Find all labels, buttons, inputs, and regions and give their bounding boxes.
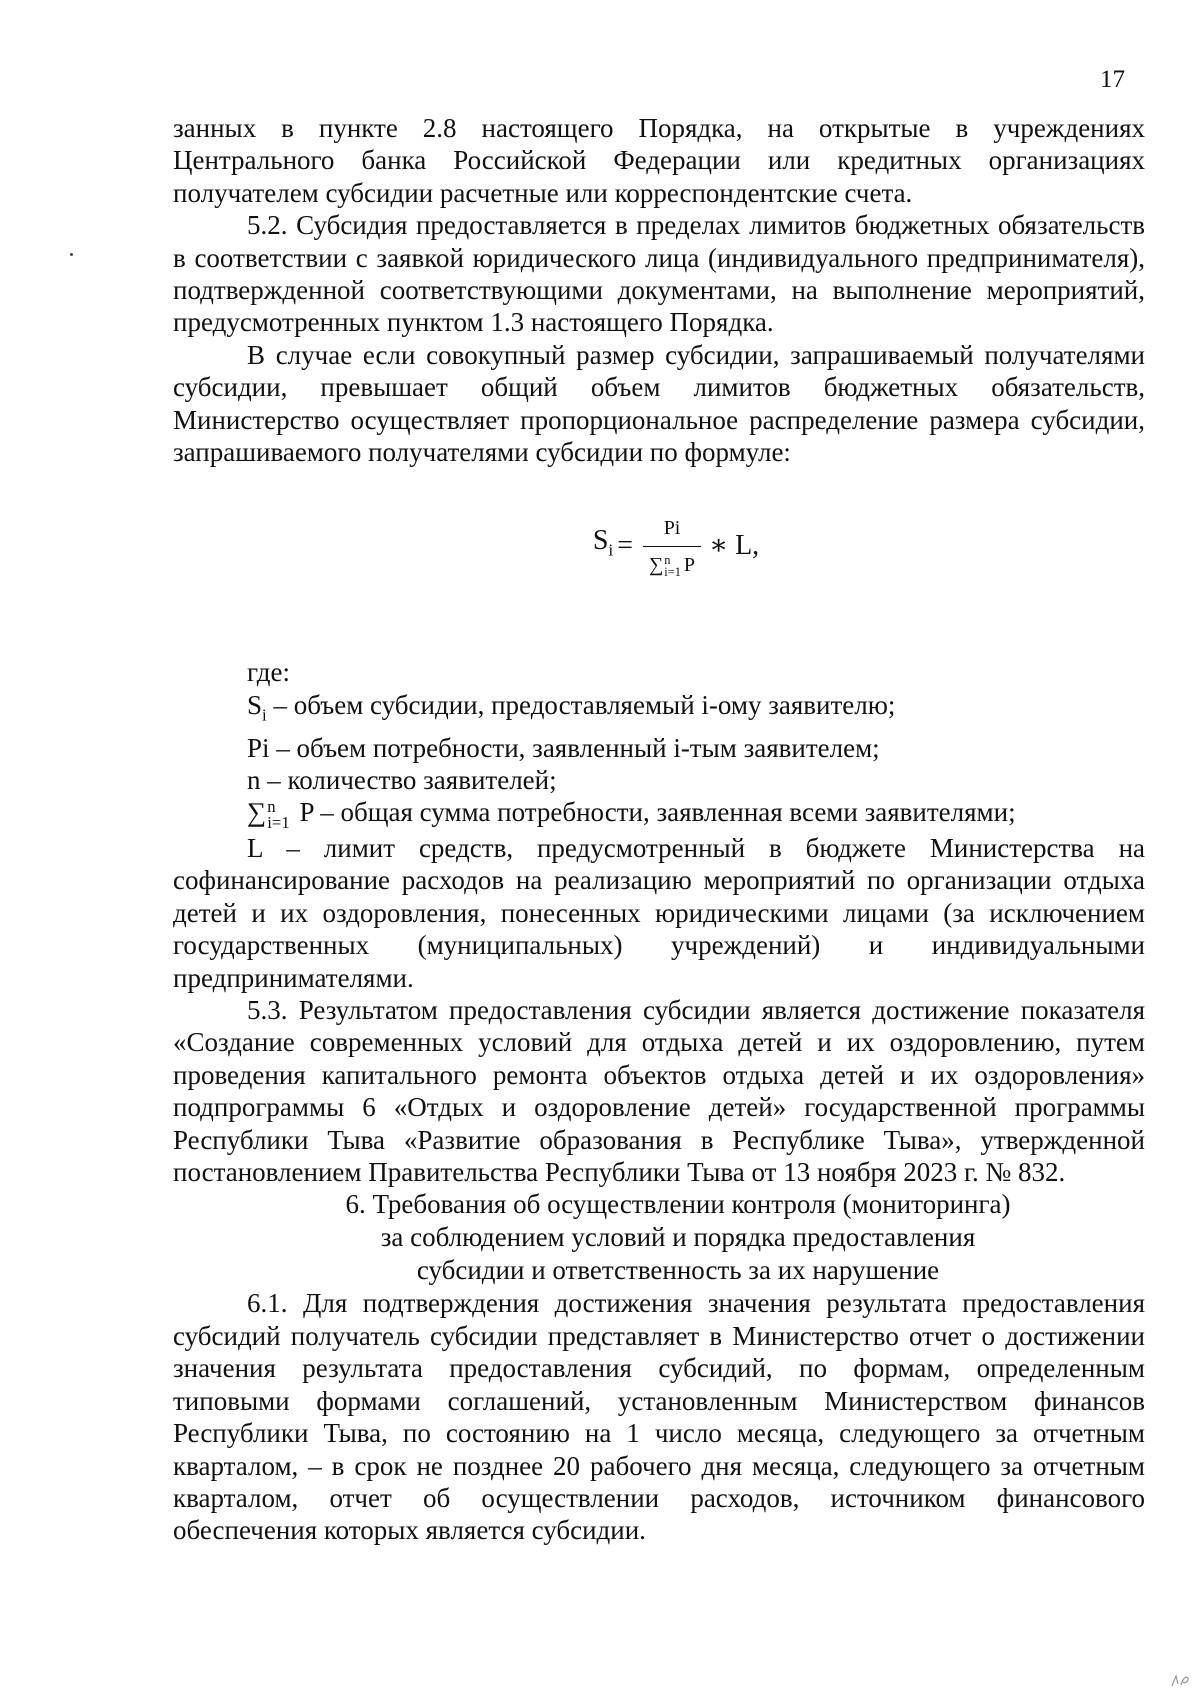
document-body [173, 112, 1145, 1547]
subsidy-formula [173, 498, 1145, 594]
section-6-heading-line2: за соблюдением условий и порядка предоставления [380, 1222, 976, 1253]
formula-numerator: Pi [663, 516, 681, 539]
section-6-heading-line3: субсидии и ответственность за их нарушение [416, 1255, 940, 1286]
formula-operator: ∗ L, [709, 530, 760, 562]
where-n: n – количество заявителей; [247, 765, 557, 796]
paragraph-6-1: 6.1. Для подтверждения достижения значения результата предоставления субсидий получатель субсидии представляет в Министерство отчет о достижении значения результата предоставления субсидий, по формам, определенным типовыми формами соглашений, установленным Министерством финансов Республики Тыва, по состоянию на 1 число месяца, следующего за отчетным кварталом, – в срок не позднее 20 рабочего дня месяца, следующего за отчетным кварталом, отчет об осуществлении расходов, источником финансового обеспечения которых является субсидии. [173, 1288, 1145, 1546]
where-si: $S_i$ – объем субсидии, предоставляемый i-ому заявителю; [247, 689, 896, 725]
section-6-heading-line1: 6. Требования об осуществлении контроля (мониторинга) [345, 1189, 1011, 1220]
where-label: где: [247, 657, 290, 688]
paragraph-continuation: занных в пункте 2.8 настоящего Порядка, на открытые в учреждениях Центрального банка Российской Федерации или кредитных организациях получателем субсидии расчетные или корреспондентские счета. [173, 113, 1145, 208]
where-sum: ∑ n i=1 P – общая сумма потребности, заявленная всеми заявителями; [247, 796, 1016, 833]
paragraph-5-3: 5.3. Результатом предоставления субсидии является достижение показателя «Создание современных условий для отдыха детей и их оздоровлению, путем проведения капитального ремонта объектов отдыха детей и их оздоровления» подпрограммы 6 «Отдых и оздоровление детей» государственной программы Республики Тыва «Развитие образования в Республике Тыва», утвержденной постановлением Правительства Республики Тыва от 13 ноября 2023 г. № 832. [173, 995, 1145, 1188]
page-number: 17 [1100, 66, 1125, 93]
formula-denominator: ∑ n i=1 P [643, 546, 701, 581]
section-6-heading [173, 1188, 1145, 1287]
where-l: L – лимит средств, предусмотренный в бюджете Министерства на софинансирование расходов на реализацию мероприятий по организации отдыха детей и их оздоровления, понесенных юридическими лицами (за исключением государственных (муниципальных) учреждений) и индивидуальными предпринимателями. [173, 833, 1145, 993]
formula-lhs: $S_i$ [592, 525, 614, 561]
handwritten-mark-icon [1170, 1672, 1192, 1688]
paragraph-5-2: 5.2. Субсидия предоставляется в пределах лимитов бюджетных обязательств в соответствии с заявкой юридического лица (индивидуального предпринимателя), подтвержденной соответствующими документами, на выполнение мероприятий, предусмотренных пунктом 1.3 настоящего Порядка. [173, 210, 1145, 338]
paragraph-distribution: В случае если совокупный размер субсидии, запрашиваемый получателями субсидии, превышает общий объем лимитов бюджетных обязательств, Министерство осуществляет пропорциональное распределение размера субсидии, запрашиваемого получателями субсидии по формуле: [173, 339, 1145, 468]
formula-fraction [643, 512, 701, 582]
formula-equals: = [617, 530, 634, 562]
where-pi: Pi – объем потребности, заявленный i-тым заявителем; [247, 732, 880, 763]
scan-speck [70, 253, 73, 256]
